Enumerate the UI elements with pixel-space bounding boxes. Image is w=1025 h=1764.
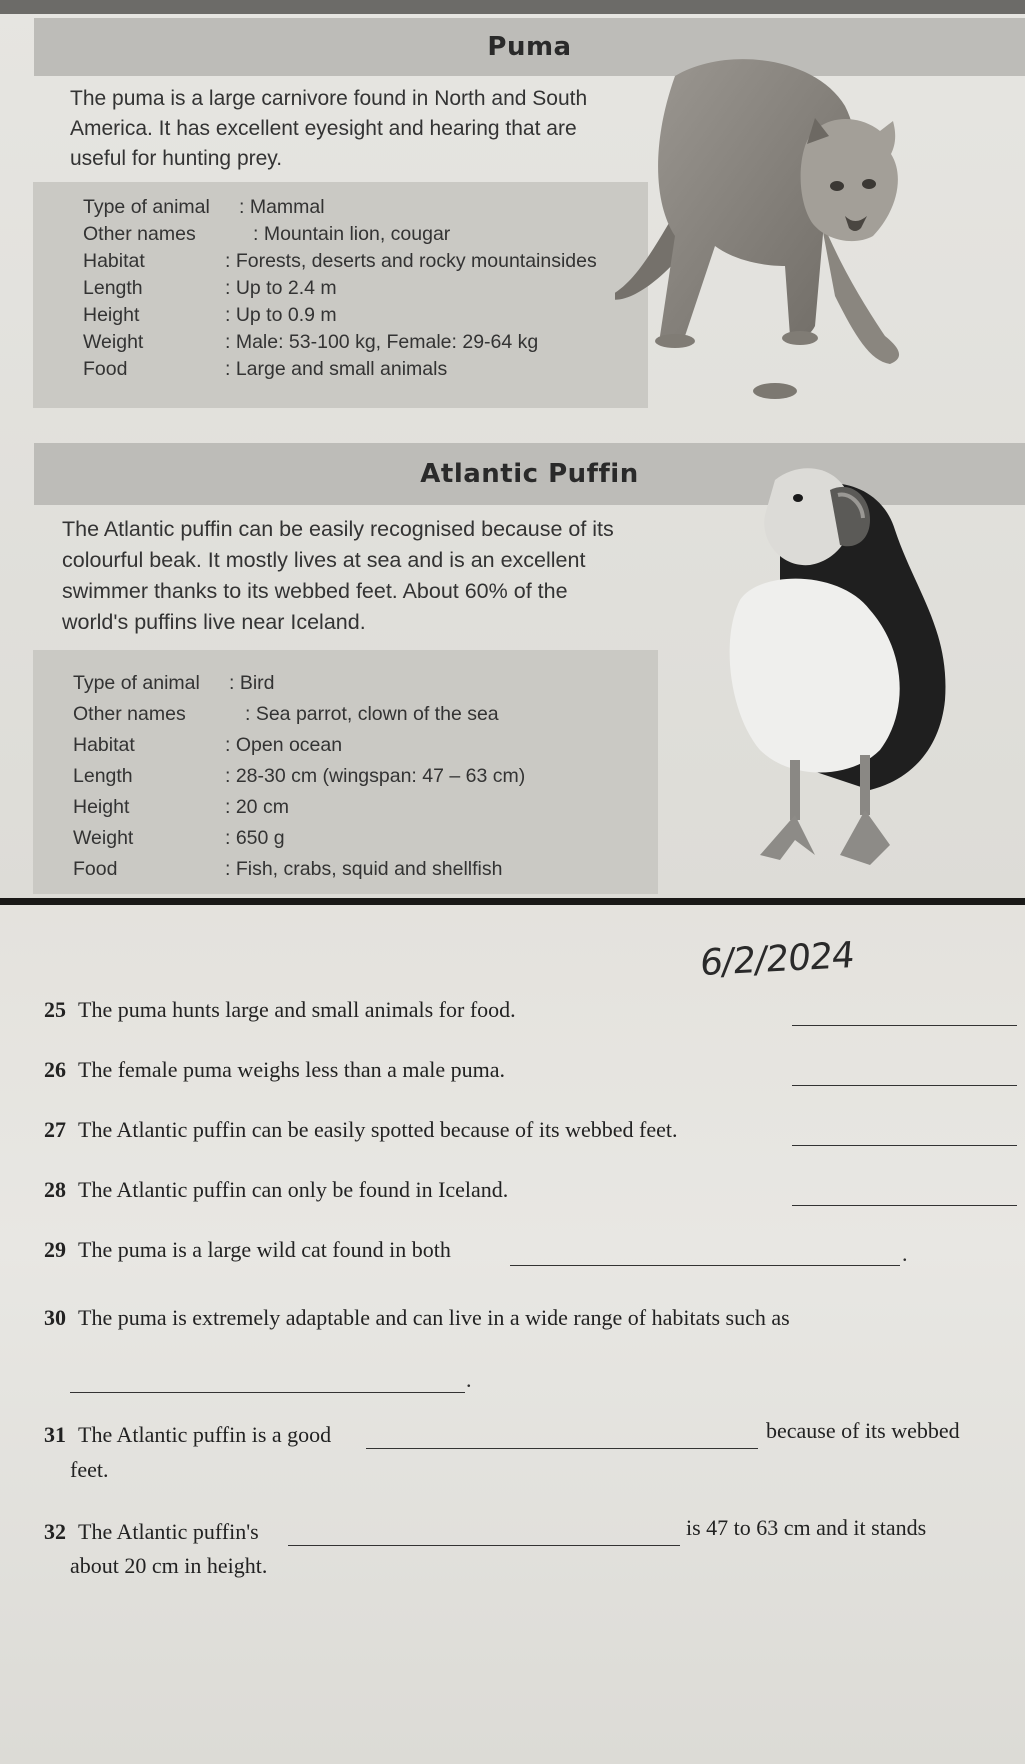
puma-description: The puma is a large carnivore found in North and South America. It has excellent eyesight and hearing that are useful for hunting prey. bbox=[70, 87, 588, 170]
question-number: 25 bbox=[44, 997, 66, 1022]
puffin-title: Atlantic Puffin bbox=[34, 443, 1025, 505]
question-28 bbox=[44, 1177, 508, 1203]
fact-key: Habitat bbox=[73, 734, 135, 756]
fact-value: : Mammal bbox=[239, 196, 325, 218]
fact-value: : Up to 2.4 m bbox=[225, 277, 337, 299]
question-text: The puma hunts large and small animals for food. bbox=[78, 997, 516, 1022]
puffin-description: The Atlantic puffin can be easily recognised because of its colourful beak. It mostly lives at sea and is an excellent swimmer thanks to its webbed feet. About 60% of the world's puffins live near Iceland. bbox=[62, 517, 614, 634]
question-number: 27 bbox=[44, 1117, 66, 1142]
fact-value: : 650 g bbox=[225, 827, 285, 849]
fact-key: Type of animal bbox=[83, 196, 210, 218]
fact-value: : Fish, crabs, squid and shellfish bbox=[225, 858, 503, 880]
fact-value: : Bird bbox=[229, 672, 275, 694]
answer-blank-27[interactable] bbox=[792, 1145, 1017, 1146]
question-29 bbox=[44, 1237, 451, 1263]
puffin-fact-box bbox=[33, 650, 658, 894]
cut-strip bbox=[0, 0, 1025, 14]
fact-value: : Large and small animals bbox=[225, 358, 448, 380]
fact-value: : 28-30 cm (wingspan: 47 – 63 cm) bbox=[225, 765, 526, 787]
question-text: The female puma weighs less than a male puma. bbox=[78, 1057, 506, 1082]
fact-key: Length bbox=[83, 277, 143, 299]
fact-value: : Sea parrot, clown of the sea bbox=[245, 703, 499, 725]
fact-value: : Up to 0.9 m bbox=[225, 304, 337, 326]
puma-illustration bbox=[615, 36, 955, 416]
fact-key: Type of animal bbox=[73, 672, 200, 694]
fact-key: Other names bbox=[83, 223, 196, 245]
question-25 bbox=[44, 997, 516, 1023]
full-stop: . bbox=[902, 1241, 908, 1266]
answer-blank-28[interactable] bbox=[792, 1205, 1017, 1206]
fact-key: Length bbox=[73, 765, 133, 787]
question-number: 30 bbox=[44, 1305, 66, 1330]
question-32 bbox=[44, 1519, 259, 1545]
answer-blank-31[interactable] bbox=[366, 1448, 758, 1449]
fact-value: : Forests, deserts and rocky mountainsides bbox=[225, 250, 597, 272]
puma-title: Puma bbox=[34, 18, 1025, 76]
question-27 bbox=[44, 1117, 678, 1143]
question-31-after: because of its webbed bbox=[766, 1418, 960, 1443]
fact-key: Height bbox=[83, 304, 140, 326]
fact-key: Height bbox=[73, 796, 130, 818]
question-text: The Atlantic puffin is a good bbox=[78, 1422, 332, 1447]
question-number: 29 bbox=[44, 1237, 66, 1262]
puma-fact-box bbox=[33, 182, 648, 408]
question-text: The Atlantic puffin's bbox=[78, 1519, 259, 1544]
fact-key: Weight bbox=[83, 331, 144, 353]
question-text: The puma is extremely adaptable and can live in a wide range of habitats such as bbox=[78, 1305, 790, 1330]
question-32-continuation: about 20 cm in height. bbox=[70, 1553, 268, 1578]
worksheet bbox=[0, 905, 1025, 1764]
question-31-continuation: feet. bbox=[70, 1457, 109, 1482]
fact-value: : Mountain lion, cougar bbox=[253, 223, 451, 245]
handwritten-date: 6/2/2024 bbox=[698, 934, 856, 985]
question-26 bbox=[44, 1057, 505, 1083]
answer-blank-25[interactable] bbox=[792, 1025, 1017, 1026]
puffin-illustration bbox=[720, 460, 950, 890]
question-30 bbox=[44, 1305, 790, 1331]
fact-key: Weight bbox=[73, 827, 134, 849]
fact-value: : 20 cm bbox=[225, 796, 289, 818]
question-text: The puma is a large wild cat found in both bbox=[78, 1237, 451, 1262]
answer-blank-30[interactable] bbox=[70, 1392, 465, 1393]
fact-value: : Male: 53-100 kg, Female: 29-64 kg bbox=[225, 331, 539, 353]
answer-blank-32[interactable] bbox=[288, 1545, 680, 1546]
answer-blank-29[interactable] bbox=[510, 1265, 900, 1266]
question-text: The Atlantic puffin can be easily spotted because of its webbed feet. bbox=[78, 1117, 678, 1142]
question-number: 26 bbox=[44, 1057, 66, 1082]
full-stop: . bbox=[466, 1367, 472, 1392]
question-number: 31 bbox=[44, 1422, 66, 1447]
question-number: 32 bbox=[44, 1519, 66, 1544]
fact-key: Food bbox=[73, 858, 118, 880]
question-text: The Atlantic puffin can only be found in Iceland. bbox=[78, 1177, 509, 1202]
fact-key: Other names bbox=[73, 703, 186, 725]
question-31 bbox=[44, 1422, 331, 1448]
fact-value: : Open ocean bbox=[225, 734, 343, 756]
question-32-after: is 47 to 63 cm and it stands bbox=[686, 1515, 927, 1540]
fact-key: Habitat bbox=[83, 250, 145, 272]
answer-blank-26[interactable] bbox=[792, 1085, 1017, 1086]
question-number: 28 bbox=[44, 1177, 66, 1202]
fact-key: Food bbox=[83, 358, 128, 380]
